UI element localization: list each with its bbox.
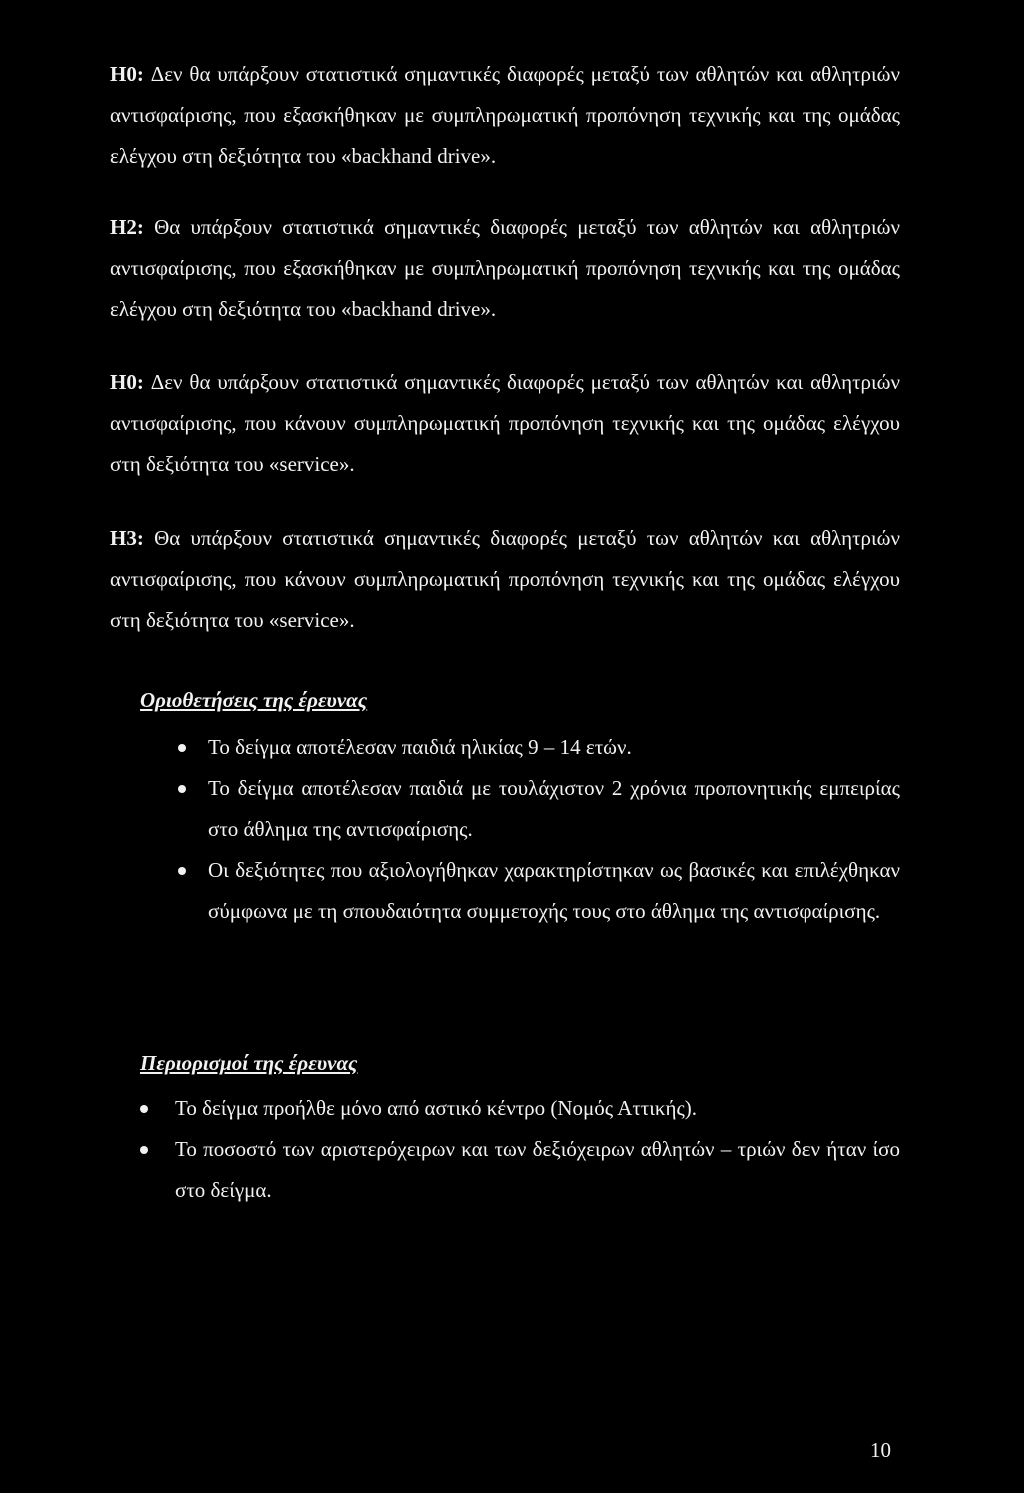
list-item-text: Το δείγμα προήλθε μόνο από αστικό κέντρο (Νομός Αττικής). (175, 1096, 698, 1120)
limitations-list (140, 1088, 900, 1211)
hypothesis-label: H0: (110, 62, 144, 86)
hypothesis-text: Θα υπάρξουν στατιστικά σημαντικές διαφορές μεταξύ των αθλητών και αθλητριών αντισφαίρισης, που εξασκήθηκαν με συμπληρωματική προπόνηση τεχνικής και της ομάδας ελέγχου στη δεξιότητα του «backhand drive». (110, 215, 900, 321)
list-item (178, 727, 900, 768)
bullet-icon (178, 744, 186, 752)
bullet-icon (140, 1146, 148, 1154)
list-item-text: Οι δεξιότητες που αξιολογήθηκαν χαρακτηρίστηκαν ως βασικές και επιλέχθηκαν σύμφωνα με τη σπουδαιότητα συμμετοχής τους στο άθλημα της αντισφαίρισης. (208, 858, 900, 923)
list-item-text: Το δείγμα αποτέλεσαν παιδιά με τουλάχιστον 2 χρόνια προπονητικής εμπειρίας στο άθλημα της αντισφαίρισης. (208, 776, 900, 841)
delimitations-title: Οριοθετήσεις της έρευνας (140, 688, 368, 712)
list-item-text: Το δείγμα αποτέλεσαν παιδιά ηλικίας 9 – 14 ετών. (208, 735, 632, 759)
hypothesis-text: Δεν θα υπάρξουν στατιστικά σημαντικές διαφορές μεταξύ των αθλητών και αθλητριών αντισφαίρισης, που εξασκήθηκαν με συμπληρωματική προπόνηση τεχνικής και της ομάδας ελέγχου στη δεξιότητα του «backhand drive». (110, 62, 901, 168)
hypothesis-text: Δεν θα υπάρξουν στατιστικά σημαντικές διαφορές μεταξύ των αθλητών και αθλητριών αντισφαίρισης, που κάνουν συμπληρωματική προπόνηση τεχνικής και της ομάδας ελέγχου στη δεξιότητα του «service». (110, 370, 901, 476)
bullet-icon (140, 1105, 148, 1113)
hypothesis-h0-backhand (110, 54, 900, 177)
hypothesis-text: Θα υπάρξουν στατιστικά σημαντικές διαφορές μεταξύ των αθλητών και αθλητριών αντισφαίρισης, που κάνουν συμπληρωματική προπόνηση τεχνικής και της ομάδας ελέγχου στη δεξιότητα του «service». (110, 526, 900, 632)
hypothesis-h3-service (110, 518, 900, 641)
hypothesis-h0-service (110, 362, 900, 485)
limitations-title: Περιορισμοί της έρευνας (140, 1051, 358, 1075)
hypothesis-label: H3: (110, 526, 144, 550)
hypothesis-label: H0: (110, 370, 144, 394)
list-item (140, 1129, 900, 1211)
list-item (178, 850, 900, 932)
hypothesis-label: H2: (110, 215, 144, 239)
list-item (178, 768, 900, 850)
bullet-icon (178, 785, 186, 793)
hypothesis-h2-backhand (110, 207, 900, 330)
bullet-icon (178, 867, 186, 875)
list-item (140, 1088, 900, 1129)
page-number: 10 (870, 1438, 891, 1462)
delimitations-list (178, 727, 900, 932)
list-item-text: Το ποσοστό των αριστερόχειρων και των δεξιόχειρων αθλητών – τριών δεν ήταν ίσο στο δείγμα. (175, 1137, 900, 1202)
